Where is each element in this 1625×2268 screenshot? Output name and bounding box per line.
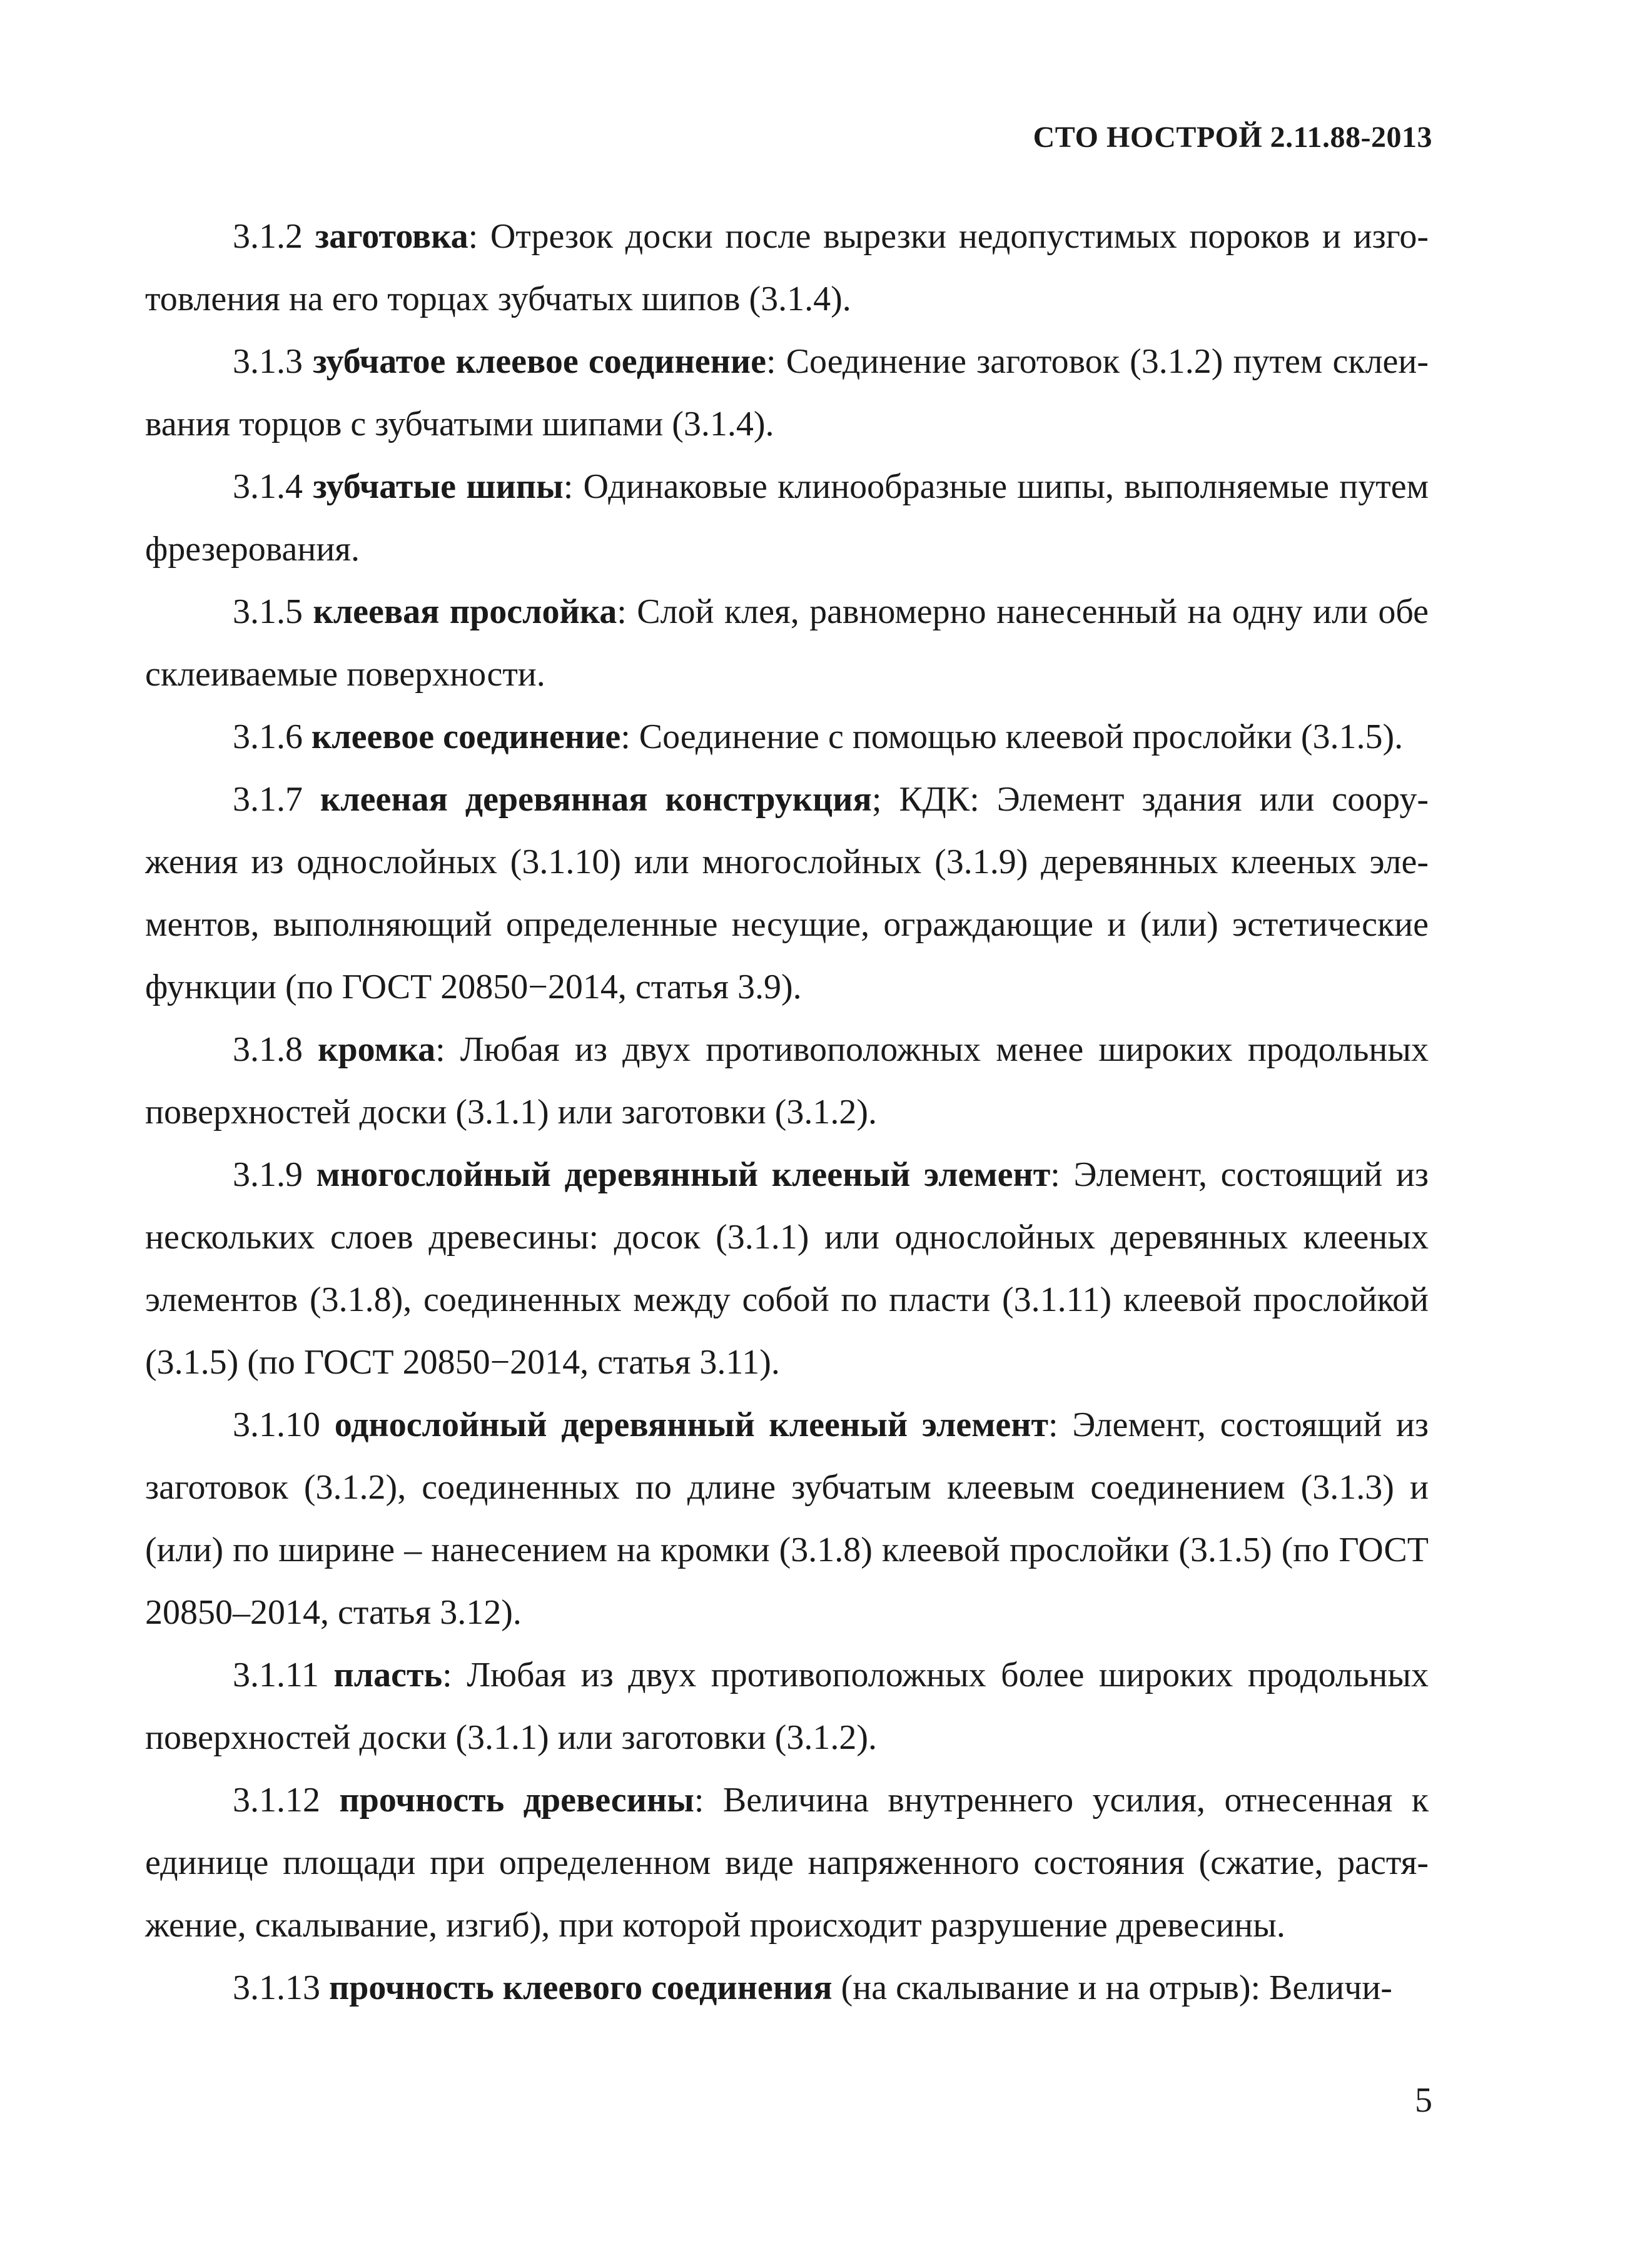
definition-number: 3.1.9: [233, 1155, 316, 1194]
definition-term: заготовка: [315, 217, 468, 256]
document-code-header: СТО НОСТРОЙ 2.11.88-2013: [1033, 121, 1432, 154]
definition-paragraph: [145, 455, 1429, 580]
page-number: 5: [1415, 2081, 1432, 2120]
definition-text: : Элемент, состоящий из нескольких слоев древесины: досок (3.1.1) или однослойных деревянных клееных элементов (3.1.8), соединенных между собой по пласти (3.1.11) клеевой прослойкой (3.1.5) (по ГОСТ 20850−2014, статья 3.11).: [145, 1155, 1429, 1382]
definition-text: : Одинаковые клинообразные шипы, выполняемые путем фрезерования.: [145, 467, 1429, 569]
definition-number: 3.1.12: [233, 1781, 340, 1820]
definition-paragraph: [145, 1644, 1429, 1769]
definition-term: прочность древесины: [339, 1781, 694, 1820]
definition-paragraph: [145, 768, 1429, 1018]
definition-text: (на скалывание и на отрыв): Величи-: [832, 1968, 1392, 2007]
definition-paragraph: [145, 205, 1429, 330]
definition-number: 3.1.6: [233, 717, 311, 756]
definition-term: многослойный деревянный клееный элемент: [316, 1155, 1051, 1194]
definition-paragraph: [145, 1394, 1429, 1644]
definition-paragraph: [145, 1018, 1429, 1143]
definition-text: : Любая из двух противоположных менее широких продольных поверхностей доски (3.1.1) или заготовки (3.1.2).: [145, 1030, 1429, 1131]
definition-term: зубчатое клеевое соединение: [313, 342, 766, 381]
definitions-list: [145, 205, 1429, 2019]
definition-number: 3.1.8: [233, 1030, 318, 1069]
definition-paragraph: [145, 580, 1429, 706]
definition-text: : Элемент, состоящий из заготовок (3.1.2), соединенных по длине зубчатым клеевым соединением (3.1.3) и (или) по ширине – нанесением на кромки (3.1.8) клеевой прослойки (3.1.5) (по ГОСТ 20850–2014, статья 3.12).: [145, 1405, 1429, 1632]
definition-term: прочность клеевого соединения: [329, 1968, 833, 2007]
definition-paragraph: [145, 1769, 1429, 1957]
definition-paragraph: [145, 330, 1429, 455]
definition-number: 3.1.5: [233, 592, 313, 631]
definition-term: однослойный деревянный клееный элемент: [334, 1405, 1049, 1444]
definition-number: 3.1.13: [233, 1968, 329, 2007]
definition-text: : Величина внутреннего усилия, отнесенная к единице площади при определенном виде напряженного состояния (сжатие, растяжение, скалывание, изгиб), при которой происходит разрушение древесины.: [145, 1781, 1429, 1945]
definition-number: 3.1.4: [233, 467, 313, 506]
definition-term: пласть: [333, 1656, 443, 1694]
definition-number: 3.1.10: [233, 1405, 335, 1444]
definition-term: зубчатые шипы: [313, 467, 564, 506]
definition-paragraph: [145, 706, 1429, 768]
definition-text: : Соединение заготовок (3.1.2) путем склеивания торцов с зубчатыми шипами (3.1.4).: [145, 342, 1429, 443]
definition-term: клеевое соединение: [311, 717, 621, 756]
definition-text: : Слой клея, равномерно нанесенный на одну или обе склеиваемые поверхности.: [145, 592, 1429, 694]
definition-text: : Соединение с помощью клеевой прослойки (3.1.5).: [620, 717, 1404, 756]
definition-number: 3.1.7: [233, 780, 320, 819]
definition-number: 3.1.3: [233, 342, 313, 381]
definition-paragraph: [145, 1957, 1429, 2019]
definition-text: : Отрезок доски после вырезки недопустимых пороков и изготовления на его торцах зубчатых шипов (3.1.4).: [145, 217, 1429, 318]
definition-number: 3.1.2: [233, 217, 315, 256]
definition-paragraph: [145, 1143, 1429, 1394]
definition-text: : Любая из двух противоположных более широких продольных поверхностей доски (3.1.1) или заготовки (3.1.2).: [145, 1656, 1429, 1757]
definition-text: ; КДК: Элемент здания или сооружения из однослойных (3.1.10) или многослойных (3.1.9) деревянных клееных элементов, выполняющий определенные несущие, ограждающие и (или) эстетические функции (по ГОСТ 20850−2014, статья 3.9).: [145, 780, 1429, 1006]
definition-term: кромка: [318, 1030, 436, 1069]
definition-number: 3.1.11: [233, 1656, 334, 1694]
definition-term: клеевая прослойка: [313, 592, 617, 631]
definition-term: клееная деревянная конструкция: [320, 780, 872, 819]
